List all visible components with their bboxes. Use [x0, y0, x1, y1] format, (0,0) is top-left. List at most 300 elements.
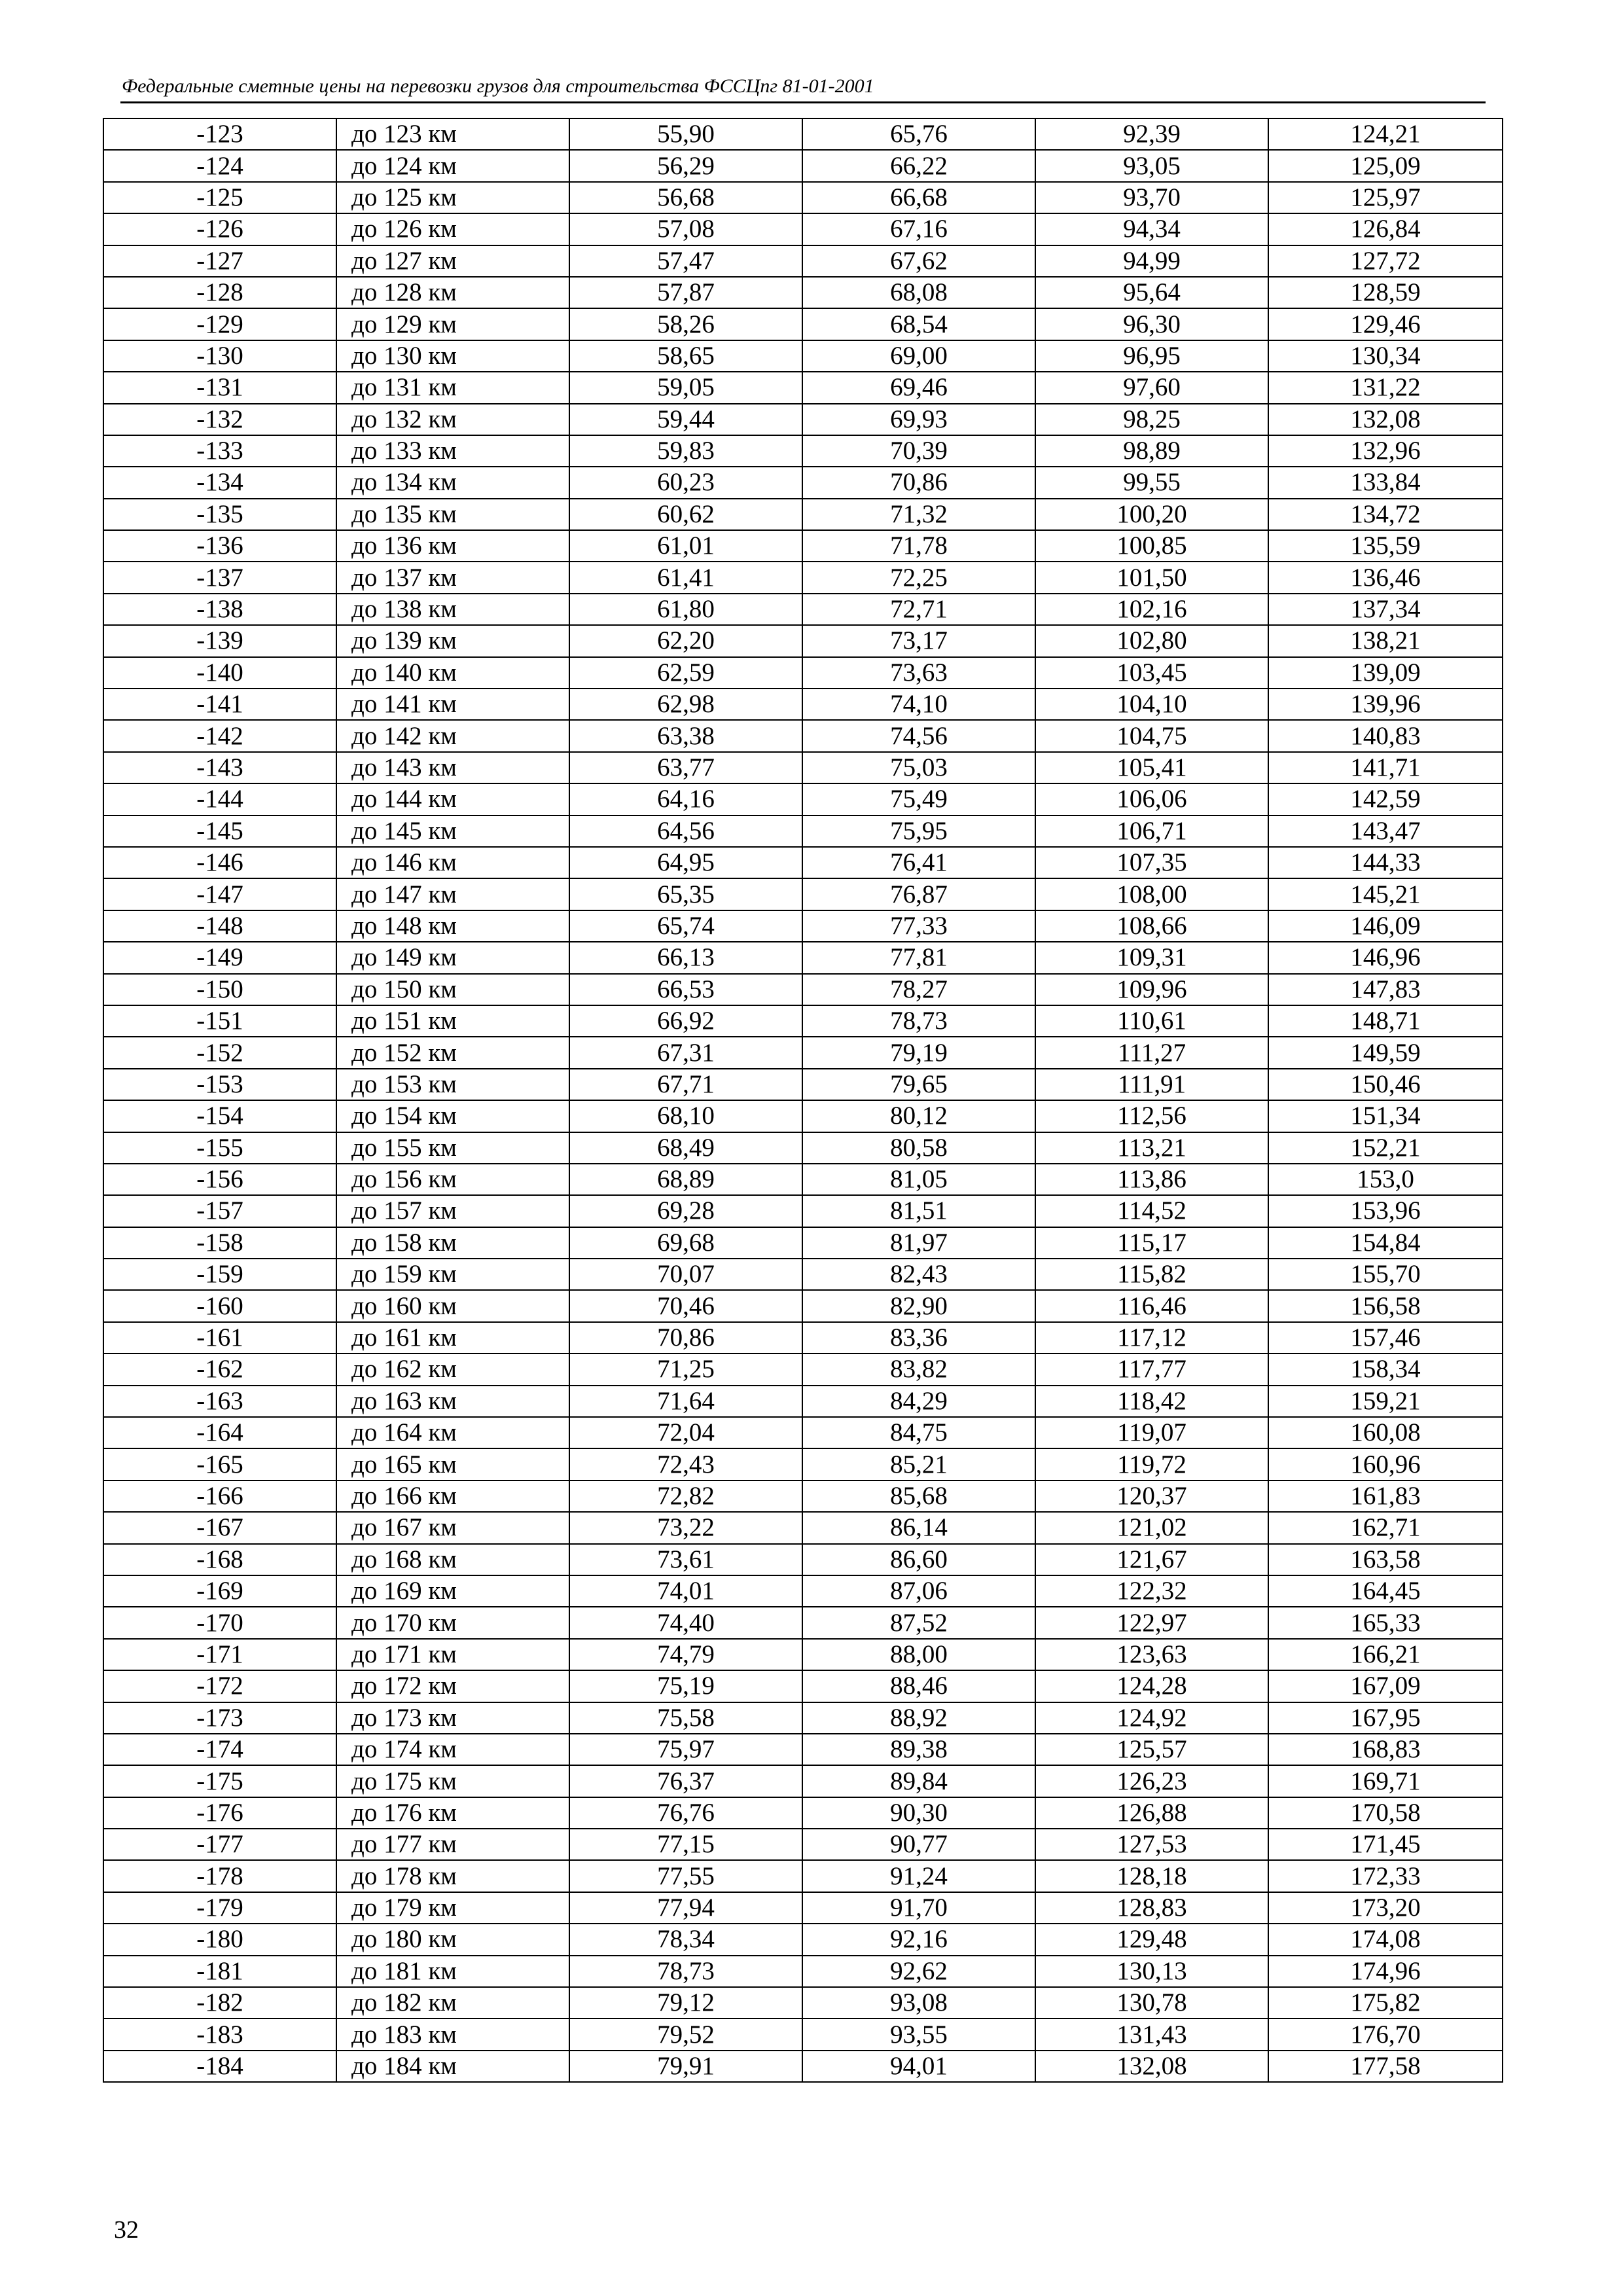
table-row	[103, 974, 1503, 1005]
code-cell: -125	[103, 182, 336, 213]
distance-cell: до 144 км	[336, 783, 569, 815]
table-row	[103, 1829, 1503, 1860]
rate-cell-3: 122,32	[1035, 1575, 1268, 1607]
distance-cell: до 156 км	[336, 1164, 569, 1195]
rate-cell-3: 115,82	[1035, 1259, 1268, 1290]
distance-cell: до 163 км	[336, 1386, 569, 1417]
code-cell: -160	[103, 1290, 336, 1321]
rate-cell-4: 177,58	[1268, 2051, 1503, 2082]
distance-cell: до 145 км	[336, 816, 569, 847]
rate-cell-3: 126,23	[1035, 1765, 1268, 1797]
rate-cell-3: 96,30	[1035, 308, 1268, 340]
code-cell: -132	[103, 404, 336, 435]
rate-cell-4: 146,96	[1268, 942, 1503, 973]
table-row	[103, 1956, 1503, 1987]
rate-cell-3: 119,72	[1035, 1448, 1268, 1480]
rate-cell-3: 106,06	[1035, 783, 1268, 815]
code-cell: -143	[103, 752, 336, 783]
rate-cell-1: 59,44	[569, 404, 802, 435]
rate-cell-1: 73,22	[569, 1512, 802, 1543]
table-row	[103, 1005, 1503, 1037]
rate-cell-1: 79,52	[569, 2018, 802, 2050]
code-cell: -147	[103, 878, 336, 910]
distance-cell: до 140 км	[336, 657, 569, 689]
code-cell: -131	[103, 372, 336, 403]
distance-cell: до 148 км	[336, 910, 569, 942]
code-cell: -154	[103, 1100, 336, 1132]
rate-cell-3: 93,05	[1035, 150, 1268, 181]
distance-cell: до 132 км	[336, 404, 569, 435]
rate-cell-4: 153,0	[1268, 1164, 1503, 1195]
distance-cell: до 168 км	[336, 1544, 569, 1575]
rate-cell-2: 68,54	[802, 308, 1035, 340]
rate-cell-3: 114,52	[1035, 1195, 1268, 1227]
table-row	[103, 752, 1503, 783]
rate-cell-1: 57,87	[569, 277, 802, 308]
distance-cell: до 143 км	[336, 752, 569, 783]
code-cell: -159	[103, 1259, 336, 1290]
rate-cell-2: 85,21	[802, 1448, 1035, 1480]
table-row	[103, 182, 1503, 213]
code-cell: -141	[103, 689, 336, 720]
rate-cell-1: 60,23	[569, 467, 802, 498]
rate-cell-2: 81,51	[802, 1195, 1035, 1227]
rate-cell-3: 120,37	[1035, 1480, 1268, 1512]
rate-cell-2: 88,92	[802, 1702, 1035, 1734]
distance-cell: до 174 км	[336, 1734, 569, 1765]
table-row	[103, 847, 1503, 878]
rate-cell-3: 131,43	[1035, 2018, 1268, 2050]
distance-cell: до 128 км	[336, 277, 569, 308]
rate-cell-4: 176,70	[1268, 2018, 1503, 2050]
rate-cell-2: 78,27	[802, 974, 1035, 1005]
distance-cell: до 172 км	[336, 1670, 569, 1702]
distance-cell: до 167 км	[336, 1512, 569, 1543]
rate-cell-4: 169,71	[1268, 1765, 1503, 1797]
distance-cell: до 126 км	[336, 213, 569, 245]
rate-cell-1: 68,49	[569, 1132, 802, 1164]
distance-cell: до 136 км	[336, 530, 569, 562]
distance-cell: до 131 км	[336, 372, 569, 403]
code-cell: -124	[103, 150, 336, 181]
rate-cell-4: 125,09	[1268, 150, 1503, 181]
rate-cell-2: 92,16	[802, 1924, 1035, 1955]
rate-cell-2: 76,41	[802, 847, 1035, 878]
rate-cell-2: 73,63	[802, 657, 1035, 689]
rate-cell-3: 125,57	[1035, 1734, 1268, 1765]
rate-cell-3: 118,42	[1035, 1386, 1268, 1417]
rate-cell-3: 130,78	[1035, 1987, 1268, 2018]
rate-cell-2: 86,14	[802, 1512, 1035, 1543]
rate-cell-3: 108,00	[1035, 878, 1268, 910]
table-row	[103, 1227, 1503, 1259]
rate-cell-2: 78,73	[802, 1005, 1035, 1037]
rate-cell-4: 151,34	[1268, 1100, 1503, 1132]
table-row	[103, 1512, 1503, 1543]
code-cell: -135	[103, 499, 336, 530]
rate-cell-2: 89,84	[802, 1765, 1035, 1797]
rate-cell-4: 132,96	[1268, 435, 1503, 467]
table-row	[103, 150, 1503, 181]
table-row	[103, 594, 1503, 625]
rate-cell-2: 83,36	[802, 1322, 1035, 1354]
table-row	[103, 1607, 1503, 1638]
code-cell: -155	[103, 1132, 336, 1164]
rate-cell-2: 72,71	[802, 594, 1035, 625]
rate-cell-4: 156,58	[1268, 1290, 1503, 1321]
rate-cell-4: 172,33	[1268, 1860, 1503, 1892]
table-row	[103, 372, 1503, 403]
rate-cell-2: 87,52	[802, 1607, 1035, 1638]
rate-cell-1: 74,01	[569, 1575, 802, 1607]
table-row	[103, 1037, 1503, 1068]
rate-cell-1: 57,47	[569, 245, 802, 277]
table-row	[103, 942, 1503, 973]
rate-cell-4: 125,97	[1268, 182, 1503, 213]
rate-cell-2: 75,49	[802, 783, 1035, 815]
rate-cell-3: 119,07	[1035, 1417, 1268, 1448]
table-row	[103, 340, 1503, 372]
rate-cell-2: 74,10	[802, 689, 1035, 720]
table-row	[103, 1132, 1503, 1164]
table-row	[103, 783, 1503, 815]
rate-cell-2: 67,62	[802, 245, 1035, 277]
rate-cell-2: 71,32	[802, 499, 1035, 530]
distance-cell: до 162 км	[336, 1354, 569, 1385]
rate-cell-4: 140,83	[1268, 720, 1503, 751]
rate-cell-4: 152,21	[1268, 1132, 1503, 1164]
rate-cell-4: 142,59	[1268, 783, 1503, 815]
table-row	[103, 1924, 1503, 1955]
rate-cell-3: 97,60	[1035, 372, 1268, 403]
rate-cell-1: 66,53	[569, 974, 802, 1005]
rate-cell-3: 101,50	[1035, 562, 1268, 593]
table-row	[103, 308, 1503, 340]
table-row	[103, 1765, 1503, 1797]
rate-cell-1: 62,59	[569, 657, 802, 689]
table-row	[103, 1069, 1503, 1100]
rate-cell-1: 72,04	[569, 1417, 802, 1448]
distance-cell: до 149 км	[336, 942, 569, 973]
rate-cell-3: 94,99	[1035, 245, 1268, 277]
distance-cell: до 133 км	[336, 435, 569, 467]
code-cell: -149	[103, 942, 336, 973]
code-cell: -171	[103, 1639, 336, 1670]
rate-cell-3: 111,27	[1035, 1037, 1268, 1068]
rate-cell-4: 149,59	[1268, 1037, 1503, 1068]
distance-cell: до 159 км	[336, 1259, 569, 1290]
code-cell: -172	[103, 1670, 336, 1702]
rate-cell-2: 66,68	[802, 182, 1035, 213]
rate-cell-1: 55,90	[569, 118, 802, 150]
rate-cell-2: 82,90	[802, 1290, 1035, 1321]
distance-cell: до 157 км	[336, 1195, 569, 1227]
table-row	[103, 1195, 1503, 1227]
table-row	[103, 530, 1503, 562]
table-row	[103, 1164, 1503, 1195]
rate-cell-3: 109,31	[1035, 942, 1268, 973]
rate-cell-1: 57,08	[569, 213, 802, 245]
table-row	[103, 1448, 1503, 1480]
rate-cell-4: 171,45	[1268, 1829, 1503, 1860]
rate-cell-4: 126,84	[1268, 213, 1503, 245]
rate-cell-2: 83,82	[802, 1354, 1035, 1385]
rate-cell-1: 58,26	[569, 308, 802, 340]
rate-cell-3: 104,10	[1035, 689, 1268, 720]
table-row	[103, 1322, 1503, 1354]
rate-cell-4: 157,46	[1268, 1322, 1503, 1354]
rate-cell-1: 63,77	[569, 752, 802, 783]
rate-cell-1: 67,31	[569, 1037, 802, 1068]
rates-table	[103, 118, 1503, 2083]
distance-cell: до 138 км	[336, 594, 569, 625]
rate-cell-1: 77,94	[569, 1892, 802, 1924]
rate-cell-1: 56,29	[569, 150, 802, 181]
table-row	[103, 910, 1503, 942]
rate-cell-1: 64,56	[569, 816, 802, 847]
rate-cell-4: 174,96	[1268, 1956, 1503, 1987]
table-row	[103, 467, 1503, 498]
code-cell: -136	[103, 530, 336, 562]
rate-cell-3: 113,21	[1035, 1132, 1268, 1164]
code-cell: -161	[103, 1322, 336, 1354]
rate-cell-4: 175,82	[1268, 1987, 1503, 2018]
distance-cell: до 153 км	[336, 1069, 569, 1100]
table-row	[103, 277, 1503, 308]
rate-cell-4: 163,58	[1268, 1544, 1503, 1575]
table-row	[103, 562, 1503, 593]
distance-cell: до 141 км	[336, 689, 569, 720]
rate-cell-1: 65,35	[569, 878, 802, 910]
rate-cell-4: 143,47	[1268, 816, 1503, 847]
rate-cell-1: 58,65	[569, 340, 802, 372]
rate-cell-3: 92,39	[1035, 118, 1268, 150]
rate-cell-4: 145,21	[1268, 878, 1503, 910]
rate-cell-4: 141,71	[1268, 752, 1503, 783]
distance-cell: до 151 км	[336, 1005, 569, 1037]
code-cell: -180	[103, 1924, 336, 1955]
code-cell: -128	[103, 277, 336, 308]
rate-cell-2: 82,43	[802, 1259, 1035, 1290]
rate-cell-2: 84,75	[802, 1417, 1035, 1448]
code-cell: -142	[103, 720, 336, 751]
rate-cell-2: 80,58	[802, 1132, 1035, 1164]
distance-cell: до 175 км	[336, 1765, 569, 1797]
code-cell: -169	[103, 1575, 336, 1607]
rate-cell-1: 62,98	[569, 689, 802, 720]
table-row	[103, 1797, 1503, 1829]
rate-cell-4: 165,33	[1268, 1607, 1503, 1638]
code-cell: -167	[103, 1512, 336, 1543]
distance-cell: до 129 км	[336, 308, 569, 340]
rate-cell-1: 61,41	[569, 562, 802, 593]
rate-cell-4: 174,08	[1268, 1924, 1503, 1955]
rate-cell-1: 65,74	[569, 910, 802, 942]
rate-cell-3: 128,83	[1035, 1892, 1268, 1924]
rate-cell-3: 121,67	[1035, 1544, 1268, 1575]
rate-cell-3: 123,63	[1035, 1639, 1268, 1670]
table-row	[103, 1544, 1503, 1575]
rate-cell-1: 74,40	[569, 1607, 802, 1638]
distance-cell: до 169 км	[336, 1575, 569, 1607]
code-cell: -138	[103, 594, 336, 625]
rate-cell-4: 129,46	[1268, 308, 1503, 340]
rate-cell-4: 130,34	[1268, 340, 1503, 372]
rate-cell-4: 135,59	[1268, 530, 1503, 562]
distance-cell: до 125 км	[336, 182, 569, 213]
rate-cell-4: 132,08	[1268, 404, 1503, 435]
rate-cell-2: 81,97	[802, 1227, 1035, 1259]
rate-cell-2: 90,77	[802, 1829, 1035, 1860]
rate-cell-4: 160,96	[1268, 1448, 1503, 1480]
table-row	[103, 2018, 1503, 2050]
page-number: 32	[114, 2216, 139, 2244]
rate-cell-1: 68,10	[569, 1100, 802, 1132]
rate-cell-2: 70,39	[802, 435, 1035, 467]
code-cell: -134	[103, 467, 336, 498]
distance-cell: до 177 км	[336, 1829, 569, 1860]
rate-cell-4: 139,96	[1268, 689, 1503, 720]
distance-cell: до 164 км	[336, 1417, 569, 1448]
rate-cell-3: 93,70	[1035, 182, 1268, 213]
code-cell: -156	[103, 1164, 336, 1195]
distance-cell: до 137 км	[336, 562, 569, 593]
rate-cell-4: 167,95	[1268, 1702, 1503, 1734]
rates-table-body	[103, 118, 1503, 2082]
table-row	[103, 404, 1503, 435]
table-row	[103, 1386, 1503, 1417]
code-cell: -123	[103, 118, 336, 150]
distance-cell: до 146 км	[336, 847, 569, 878]
rate-cell-3: 100,85	[1035, 530, 1268, 562]
rate-cell-2: 68,08	[802, 277, 1035, 308]
distance-cell: до 142 км	[336, 720, 569, 751]
distance-cell: до 130 км	[336, 340, 569, 372]
code-cell: -163	[103, 1386, 336, 1417]
code-cell: -181	[103, 1956, 336, 1987]
rate-cell-3: 112,56	[1035, 1100, 1268, 1132]
distance-cell: до 155 км	[336, 1132, 569, 1164]
rate-cell-1: 71,64	[569, 1386, 802, 1417]
distance-cell: до 180 км	[336, 1924, 569, 1955]
rate-cell-4: 128,59	[1268, 277, 1503, 308]
distance-cell: до 154 км	[336, 1100, 569, 1132]
code-cell: -179	[103, 1892, 336, 1924]
distance-cell: до 182 км	[336, 1987, 569, 2018]
rate-cell-3: 127,53	[1035, 1829, 1268, 1860]
rate-cell-2: 86,60	[802, 1544, 1035, 1575]
code-cell: -183	[103, 2018, 336, 2050]
rate-cell-2: 85,68	[802, 1480, 1035, 1512]
rate-cell-2: 80,12	[802, 1100, 1035, 1132]
rate-cell-3: 116,46	[1035, 1290, 1268, 1321]
table-row	[103, 1290, 1503, 1321]
distance-cell: до 124 км	[336, 150, 569, 181]
rate-cell-3: 113,86	[1035, 1164, 1268, 1195]
distance-cell: до 152 км	[336, 1037, 569, 1068]
page-header: Федеральные сметные цены на перевозки грузов для строительства ФССЦпг 81-01-2001	[122, 75, 874, 97]
table-row	[103, 1860, 1503, 1892]
rate-cell-1: 56,68	[569, 182, 802, 213]
rate-cell-2: 79,65	[802, 1069, 1035, 1100]
rate-cell-2: 93,08	[802, 1987, 1035, 2018]
table-row	[103, 689, 1503, 720]
distance-cell: до 139 км	[336, 625, 569, 656]
rate-cell-2: 88,46	[802, 1670, 1035, 1702]
rate-cell-4: 161,83	[1268, 1480, 1503, 1512]
rate-cell-1: 75,97	[569, 1734, 802, 1765]
table-row	[103, 1734, 1503, 1765]
code-cell: -140	[103, 657, 336, 689]
code-cell: -184	[103, 2051, 336, 2082]
rate-cell-1: 64,95	[569, 847, 802, 878]
rate-cell-4: 170,58	[1268, 1797, 1503, 1829]
rate-cell-1: 78,73	[569, 1956, 802, 1987]
rate-cell-3: 100,20	[1035, 499, 1268, 530]
rate-cell-3: 110,61	[1035, 1005, 1268, 1037]
table-row	[103, 245, 1503, 277]
rate-cell-3: 105,41	[1035, 752, 1268, 783]
rate-cell-1: 60,62	[569, 499, 802, 530]
distance-cell: до 166 км	[336, 1480, 569, 1512]
table-row	[103, 1417, 1503, 1448]
rate-cell-1: 77,55	[569, 1860, 802, 1892]
rate-cell-2: 92,62	[802, 1956, 1035, 1987]
rate-cell-4: 167,09	[1268, 1670, 1503, 1702]
rate-cell-2: 81,05	[802, 1164, 1035, 1195]
code-cell: -130	[103, 340, 336, 372]
code-cell: -176	[103, 1797, 336, 1829]
rate-cell-3: 104,75	[1035, 720, 1268, 751]
rate-cell-4: 138,21	[1268, 625, 1503, 656]
table-row	[103, 657, 1503, 689]
rate-cell-4: 164,45	[1268, 1575, 1503, 1607]
distance-cell: до 158 км	[336, 1227, 569, 1259]
rate-cell-3: 128,18	[1035, 1860, 1268, 1892]
rate-cell-2: 71,78	[802, 530, 1035, 562]
table-row	[103, 816, 1503, 847]
rate-cell-1: 66,13	[569, 942, 802, 973]
rate-cell-4: 162,71	[1268, 1512, 1503, 1543]
rate-cell-4: 136,46	[1268, 562, 1503, 593]
rate-cell-1: 70,86	[569, 1322, 802, 1354]
code-cell: -144	[103, 783, 336, 815]
distance-cell: до 184 км	[336, 2051, 569, 2082]
rate-cell-1: 70,46	[569, 1290, 802, 1321]
rate-cell-1: 68,89	[569, 1164, 802, 1195]
table-row	[103, 625, 1503, 656]
code-cell: -162	[103, 1354, 336, 1385]
rate-cell-3: 106,71	[1035, 816, 1268, 847]
rate-cell-2: 72,25	[802, 562, 1035, 593]
code-cell: -137	[103, 562, 336, 593]
table-row	[103, 720, 1503, 751]
code-cell: -174	[103, 1734, 336, 1765]
distance-cell: до 170 км	[336, 1607, 569, 1638]
code-cell: -175	[103, 1765, 336, 1797]
table-row	[103, 118, 1503, 150]
rate-cell-1: 59,83	[569, 435, 802, 467]
rate-cell-2: 74,56	[802, 720, 1035, 751]
rate-cell-4: 148,71	[1268, 1005, 1503, 1037]
rate-cell-4: 173,20	[1268, 1892, 1503, 1924]
code-cell: -146	[103, 847, 336, 878]
distance-cell: до 181 км	[336, 1956, 569, 1987]
code-cell: -151	[103, 1005, 336, 1037]
rate-cell-4: 159,21	[1268, 1386, 1503, 1417]
code-cell: -133	[103, 435, 336, 467]
code-cell: -168	[103, 1544, 336, 1575]
